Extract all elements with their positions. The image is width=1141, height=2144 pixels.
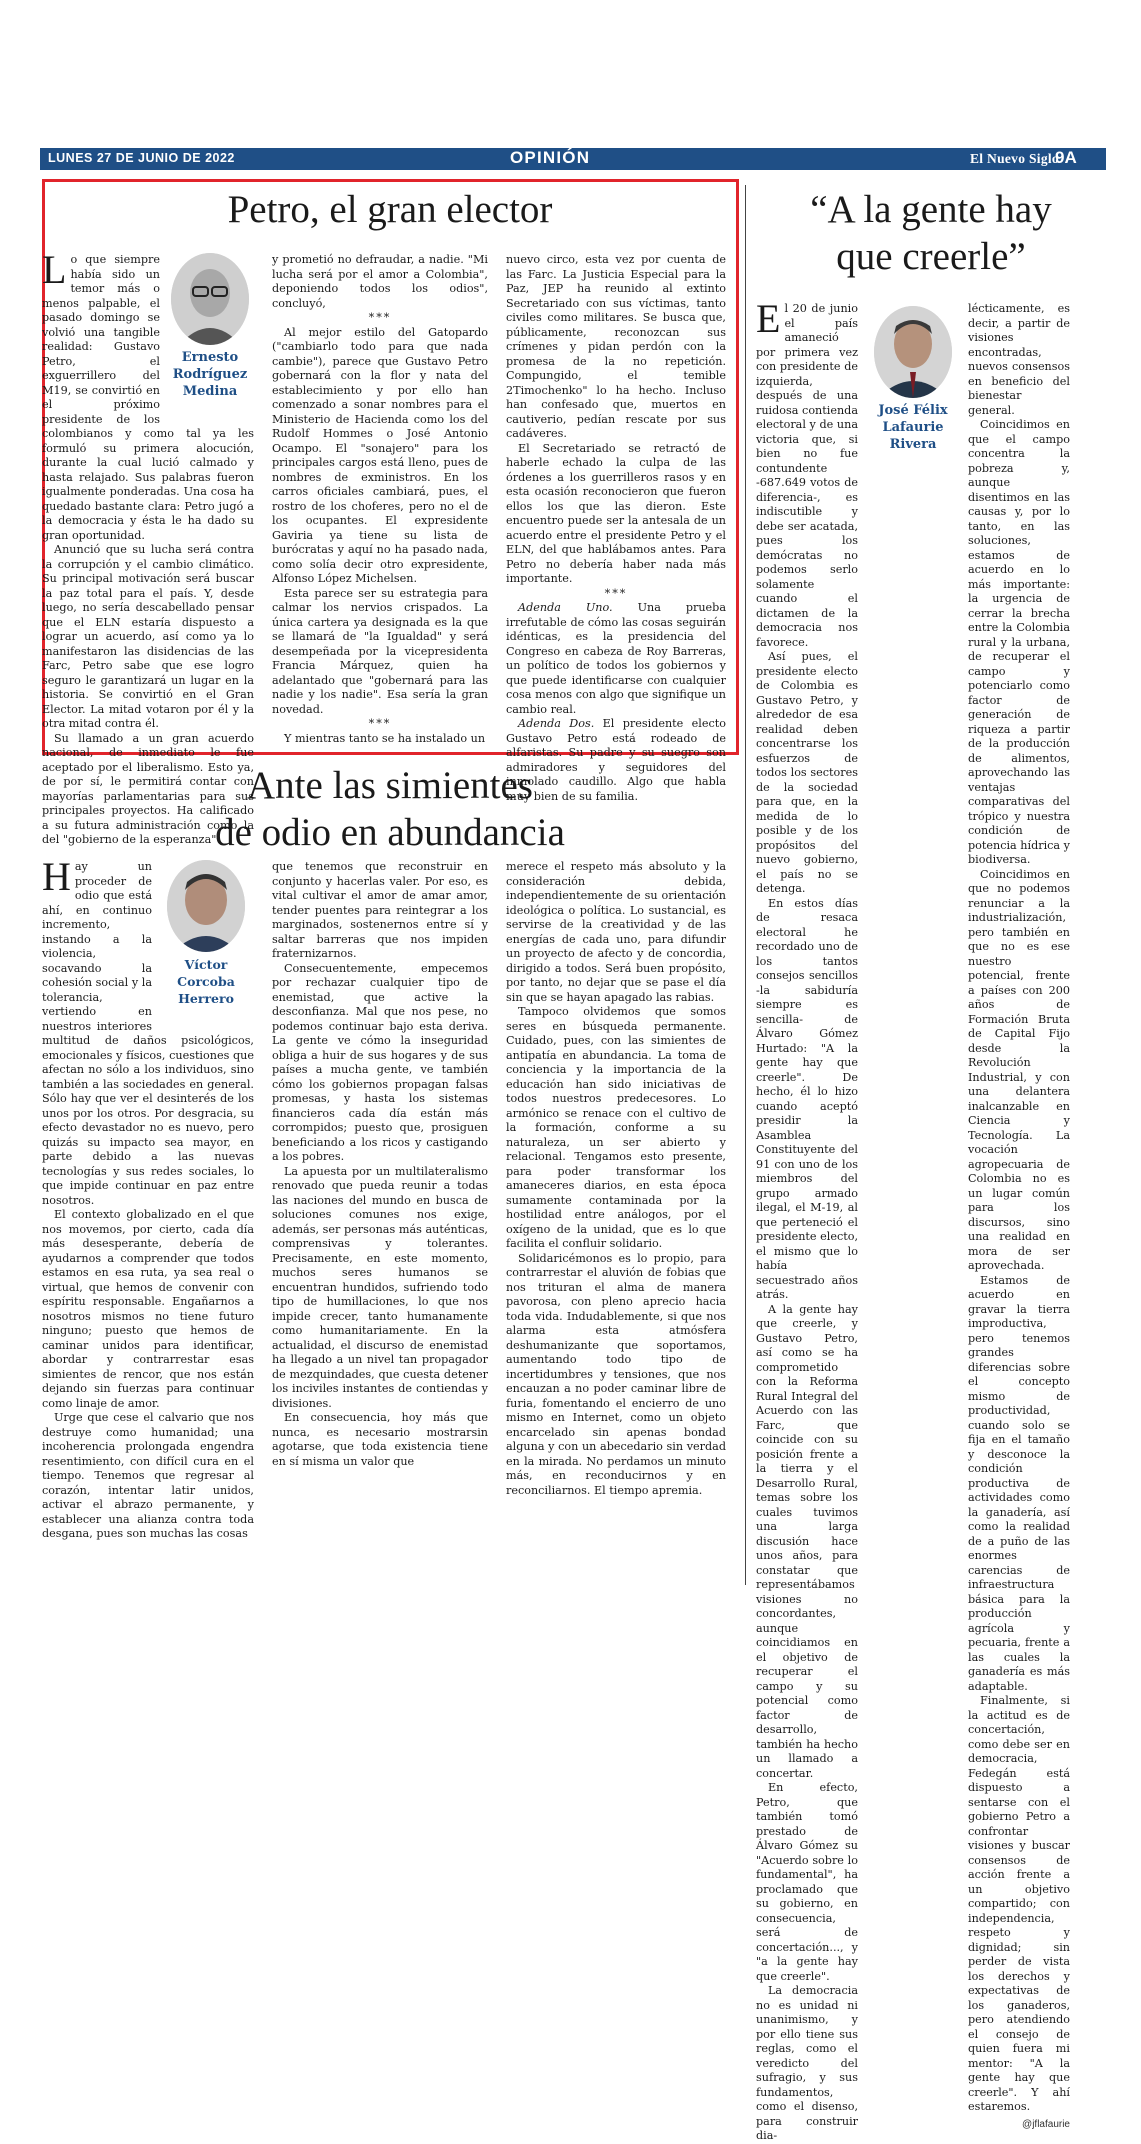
article2-title bbox=[60, 762, 720, 856]
dropcap: E bbox=[756, 296, 781, 341]
paragraph: El contexto globalizado en el que nos movemos, por cierto, cada día más desesperante, debería de ayudarnos a comprender que todos estamos en esa ruta, ya sea real o virtual, que hemos de convenir con espíritu responsable. Engañarnos a nosotros mismos no tiene futuro ninguno; puesto que hemos de caminar unidos para identificar, abordar y contrarrestar esas simientes de rencor, que nos están dejando sin fuerzas para continuar como linaje de amor. bbox=[42, 1208, 254, 1410]
paragraph: ay un proceder de odio que está ahí, en continuo incremento, instando a la violencia, socavando la cohesión social y la tolerancia, vertiendo en nuestros interiores multitud de daños psicológicos, emocionales y físicos, cuestiones que afectan no sólo a los individuos, sino también a las sociedades en general. Sólo hay que ver el desinterés de los unos por los otros. Por desgracia, su efecto devastador no es nuevo, pero quizás su impacto sea mayor, en parte debido a las nuevas tecnologías y sus redes sociales, lo que impide continuar en paz entre nosotros. bbox=[42, 860, 254, 1207]
article1-column-1 bbox=[42, 247, 254, 848]
article3-title bbox=[756, 186, 1106, 280]
dropcap: L bbox=[42, 247, 67, 292]
paragraph: y prometió no defraudar, a nadie. "Mi lucha será por el amor a Colombia", deponiendo todos los odios", concluyó, bbox=[272, 253, 488, 310]
paragraph: Y mientras tanto se ha instalado un bbox=[284, 731, 486, 745]
paragraph: nuevo circo, esta vez por cuenta de las Farc. La Justicia Especial para la Paz, JEP ha reunido al extinto Secretariado con sus víctimas, tanto civiles como militares. Se busca que, públicamente, reconozcan sus crímenes y pidan perdón con la promesa de la no repetición. Compungido, el temible 2Timochenko" lo ha hecho. Incluso han confesado que, muertos en cautiverio, pedían rescate por sus cadáveres. bbox=[506, 253, 726, 440]
paragraph: Estamos de acuerdo en gravar la tierra improductiva, pero tenemos grandes diferencias sobre el concepto mismo de productividad, cuando solo se fija en el tamaño y desconoce la condición productiva de actividades como la ganadería, así como la realidad de a puño de las enormes carencias de infraestructura básica para la producción agrícola y pecuaria, frente a las cuales la ganadería es más adaptable. bbox=[968, 1273, 1070, 1693]
author-photo bbox=[167, 860, 245, 952]
newspaper-logo: El Nuevo Siglo bbox=[970, 151, 1059, 166]
paragraph: La apuesta por un multilateralismo renovado que pueda reunir a todas las naciones del mundo en busca de soluciones comunes nos exige, además, ser personas más auténticas, comprensivas y tolerantes. Precisamente, en este momento, muchos seres humanos se encuentran hundidos, sufriendo todo tipo de humillaciones, lo que nos impide crecer, tanto humanamente como humanitariamente. En la actualidad, el discurso de enemistad ha llegado a un nivel tan propagador de mezquindades, que cuesta detener los inciviles instantes de contiendas y divisiones. bbox=[272, 1164, 488, 1410]
author-first-name: Ernesto bbox=[181, 350, 239, 365]
paragraph: Urge que cese el calvario que nos destruye como humanidad; una incoherencia prolongada engendra resentimiento, con difícil cura en el tiempo. Tenemos que regresar al corazón, intentar latir unidos, activar el abrazo permanente, y establecer una alianza contra toda desgana, pues son muchas las cosas bbox=[42, 1411, 254, 1540]
paragraph: En efecto, Petro, que también tomó prestado de Álvaro Gómez su "Acuerdo sobre lo fundamental", ha proclamado que su gobierno, en consecuencia, será de concertación..., y "a la gente hay que creerle". bbox=[756, 1781, 858, 1983]
article1-author-block bbox=[166, 253, 254, 413]
article3-title-line-2: que creerle” bbox=[836, 235, 1026, 278]
author-name: José Félix bbox=[878, 403, 948, 418]
separator: *** bbox=[368, 311, 392, 324]
article2-column-2 bbox=[272, 860, 488, 1469]
article3-title-line-1: “A la gente hay bbox=[810, 188, 1052, 231]
paragraph: Anunció que su lucha será contra la corrupción y el cambio climático. Su principal motivación será buscar la paz total para el país. Y, desde luego, no sería descabellado pensar que el ELN estaría dispuesto a lograr un acuerdo, así como ya lo manifestaron las disidencias de las Farc, Petro sabe que ese logro seguro le garantizará un lugar en la historia. Se convirtió en el Gran Elector. La mitad votaron por él y la otra mitad contra él. bbox=[42, 543, 254, 730]
article2-title-line-2: de odio en abundancia bbox=[215, 811, 565, 854]
author-surname-1: Rodríguez bbox=[172, 367, 248, 382]
separator: *** bbox=[604, 586, 628, 600]
article2-author-block bbox=[158, 860, 254, 1020]
author-surname: Herrero bbox=[178, 991, 234, 1006]
paragraph: Al mejor estilo del Gatopardo ("cambiarlo todo para que nada cambie"), parece que Gustavo Petro gobernará con la flor y nata del establecimiento y por ello han comenzado a sonar nombres para el Ministerio de Hacienda como los del Rudolf Hommes o José Antonio Ocampo. El "sonajero" para los principales cargos está lleno, pues de nombres de exministros. En los carros oficiales cambiará, pues, el rostro de los choferes, pero no el de los ocupantes. El expresidente Gaviria ya tiene su lista de burócratas y aquí no ha pasado nada, como solía decir otro expresidente, Alfonso López Michelsen. bbox=[272, 325, 488, 585]
paragraph: l 20 de junio el país amaneció por primera vez con presidente de izquierda, después de una ruidosa contienda electoral y de una victoria que, si bien no fue contundente -687.649 votos de diferencia-, es indiscutible y debe ser acatada, pues los demócratas no podemos serlo solamente cuando el dictamen de la democracia nos favorece. bbox=[756, 302, 858, 649]
issue-date: LUNES 27 DE JUNIO DE 2022 bbox=[48, 151, 235, 165]
article1-title: Petro, el gran elector bbox=[227, 188, 553, 231]
portrait-icon bbox=[874, 306, 952, 398]
author-surname-1: Lafaurie bbox=[882, 420, 944, 435]
paragraph: Consecuentemente, empecemos por rechazar cualquier tipo de enemistad, que active la desconfianza. Mal que nos pese, no podemos continuar bajo esta deriva. La gente ve cómo la inseguridad obliga a huir de sus hogares y de sus países a mucha gente, ve también cómo los gobiernos propagan falsas promesas, y hasta los sistemas financieros cada día están más corrompidos; puesto que, prosiguen beneficiando a los ricos y castigando a los pobres. bbox=[272, 961, 488, 1163]
author-surname-2: Medina bbox=[182, 384, 238, 399]
dropcap: H bbox=[42, 854, 71, 899]
paragraph: En estos días de resaca electoral he recordado uno de los tantos consejos sencillos -la sabiduría siempre es sencilla- de Álvaro Gómez Hurtado: "A la gente hay que creerle". De hecho, él lo hizo cuando aceptó presidir la Asamblea Constituyente del 91 con uno de los miembros del grupo armado ilegal, el M-19, al que perteneció el presidente electo, el mismo que lo había secuestrado años atrás. bbox=[756, 896, 858, 1301]
section-header-bar bbox=[40, 148, 1106, 170]
article2-column-3 bbox=[506, 860, 726, 1498]
author-name: Víctor Corcoba bbox=[177, 957, 235, 989]
paragraph: Tampoco olvidemos que somos seres en búsqueda permanente. Cuidado, pues, con las simientes de antipatía en abundancia. La toma de conciencia y la importancia de la educación han sido iniciativas de todos nuestros predecesores. Lo armónico se renace con el cultivo de la formación, conforme a su naturaleza, un ser abierto y relacional. Tengamos esto presente, para poder transformar los amaneceres diarios, en esta época sumamente contaminada por la hostilidad entre análogos, por el oxígeno de la unidad, que es lo que facilita el confluir solidario. bbox=[506, 1005, 726, 1250]
article1-column-3 bbox=[506, 253, 726, 804]
article3-column-2 bbox=[968, 302, 1070, 2132]
author-surname-2: Rivera bbox=[889, 437, 937, 452]
paragraph: A la gente hay que creerle, y Gustavo Petro, así como se ha comprometido con la Reforma Rural Integral del Acuerdo con las Farc, que coincide con su posición frente a la tierra y el Desarrollo Rural, temas sobre los cuales tuvimos una larga discusión hace unos años, para constatar que representábamos visiones no concordantes, aunque coincidiamos en el objetivo de recuperar el campo y su potencial como factor de desarrollo, también ha hecho un llamado a concertar. bbox=[756, 1302, 858, 1780]
paragraph: lécticamente, es decir, a partir de visiones encontradas, nuevos consensos en beneficio del bienestar general. bbox=[968, 302, 1070, 417]
paragraph: que tenemos que reconstruir en conjunto y hacerlas valer. Por eso, es vital cultivar el amor de amar amor, tender puentes para reintegrar a los marginados, sostenernos entre sí y saltar barreras que nos impiden fraternizarnos. bbox=[272, 860, 488, 960]
portrait-icon bbox=[167, 860, 245, 952]
paragraph: Coincidimos en que no podemos renunciar a la industrialización, pero también en que no es ese nuestro potencial, frente a países con 200 años de Formación Bruta de Capital Fijo desde la Revolución Industrial, y con una delantera inalcanzable en Ciencia y Tecnología. La vocación agropecuaria de Colombia no es un lugar común para los discursos, sino una realidad en mora de ser aprovechada. bbox=[968, 867, 1070, 1272]
author-photo bbox=[874, 306, 952, 398]
page-number: 9A bbox=[1055, 148, 1077, 167]
paragraph: Solidaricémonos es lo propio, para contrarrestar el aluvión de fobias que nos trituran el alma de manera pavorosa, con pleno aprecio hacia toda vida. Indudablemente, si que nos alarma esta atmósfera deshumanizante que soportamos, aumentando todo tipo de incertidumbres y tensiones, que nos encauzan a no poder caminar libre de furia, fomentando el encierro de uno mismo en Internet, como un objeto encarcelado sin apenas bondad alguna y con un abecedario sin verdad en la mirada. No perdamos un minuto más, en reconducirnos y en reconciliarnos. El tiempo apremia. bbox=[506, 1251, 726, 1497]
article1-column-2 bbox=[272, 253, 488, 746]
section-name: OPINIÓN bbox=[510, 148, 591, 167]
paragraph: Finalmente, si la actitud es de concertación, como debe ser en democracia, Fedegán está dispuesto a sentarse con el gobierno Petro a confrontar visiones y buscar consensos de acción frente a un objetivo compartido; con independencia, respeto y dignidad; sin perder de vista los derechos y expectativas de los ganaderos, pero atendiendo el consejo de quien fuera mi mentor: "A la gente hay que creerle". Y ahí estaremos. bbox=[968, 1694, 1070, 2113]
article2-title-line-1: Ante las simientes bbox=[247, 764, 533, 807]
paragraph: Esta parece ser su estrategia para calmar los nervios crispados. La única cartera ya designada es la que se llamará de "la Igualdad" y será desempeñada por la vicepresidenta Francia Márquez, quien ha adelantado que "gobernará para las nadie y los nadie". Esa sería la gran novedad. bbox=[272, 586, 488, 716]
article3-author-block bbox=[868, 306, 958, 453]
article3-column-1 bbox=[756, 296, 858, 2144]
paragraph: merece el respeto más absoluto y la consideración debida, independientemente de su orientación ideológica o política. Lo sustancial, es servirse de la creatividad y de las energías de cada uno, para difundir un proyecto de afecto y de concordia, dirigido a todos. Será buen propósito, por tanto, no dejar que se pase el día sin que se hayan apagado las rabias. bbox=[506, 860, 726, 1004]
paragraph: o que siempre había sido un temor más o menos palpable, el pasado domingo se volvió una tangible realidad: Gustavo Petro, el exguerrillero del M19, se convirtió en el próximo presidente de los colombianos y como tal ya les formuló su primera alocución, durante la cual lució calmado y hasta relajado. Sus palabras fueron igualmente ponderadas. Una cosa ha quedado bastante clara: Petro jugó a la democracia y ésta le ha dado su gran oportunidad. bbox=[42, 253, 254, 542]
paragraph: Una prueba irrefutable de cómo las cosas seguirán idénticas, es la presidencia del Congreso en cabeza de Roy Barreras, un político de todos los gobiernos y que puede identificarse con cualquier cosa menos con algo que signifique un cambio real. bbox=[506, 601, 726, 716]
paragraph: Así pues, el presidente electo de Colombia es Gustavo Petro, y alrededor de esa realidad deben concentrarse los esfuerzos de todos los sectores de la sociedad para que, en la medida de lo posible y de los propósitos del nuevo gobierno, el país no se detenga. bbox=[756, 650, 858, 895]
paragraph: La democracia no es unidad ni unanimismo, y por ello tiene sus reglas, como el veredicto del sufragio, y sus fundamentos, como el disenso, para construir dia- bbox=[756, 1984, 858, 2142]
adenda-label: Adenda Dos. bbox=[518, 717, 595, 730]
paragraph: En consecuencia, hoy más que nunca, es necesario mostrarsin agotarse, que toda existencia tiene en sí misma un valor que bbox=[272, 1411, 488, 1468]
paragraph: El presidente electo Gustavo Petro está rodeado de alfaristas. Su padre y su suegro son admiradores y seguidores del inmolado caudillo. Algo que habla muy bien de su familia. bbox=[506, 717, 726, 803]
article2-column-1 bbox=[42, 854, 254, 1542]
paragraph: El Secretariado se retractó de haberle echado la culpa de las órdenes a los guerrilleros rasos y en esta ocasión reconocieron que fueron ellos los que las dieron. Este encuentro puede ser la antesala de un acuerdo entre el presidente Petro y el ELN, del que hablábamos antes. Para Petro no debería haber nada más importante. bbox=[506, 441, 726, 585]
author-photo bbox=[171, 253, 249, 345]
twitter-handle: @jflafaurie bbox=[1022, 2118, 1070, 2130]
portrait-icon bbox=[171, 253, 249, 345]
paragraph: Su llamado a un gran acuerdo nacional, de inmediato le fue aceptado por el liberalismo. Esto ya, de por sí, le permitirá contar con mayorías parlamentarias para sus principales proyectos. Ha calificado a su futura administración como la del "gobierno de la esperanza" bbox=[42, 731, 254, 846]
separator: *** bbox=[368, 717, 392, 730]
adenda-label: Adenda Uno. bbox=[518, 601, 613, 614]
paragraph: Coincidimos en que el campo concentra la pobreza y, aunque disentimos en las causas y, por lo tanto, en las soluciones, estamos de acuerdo en lo más importante: la urgencia de cerrar la brecha entre la Colombia rural y la urbana, de recuperar el campo y potenciarlo como factor de generación de riqueza a partir de la producción de alimentos, aprovechando las ventajas comparativas del trópico y nuestra condición de potencia hídrica y biodiversa. bbox=[968, 418, 1070, 866]
column-divider bbox=[745, 185, 746, 1585]
